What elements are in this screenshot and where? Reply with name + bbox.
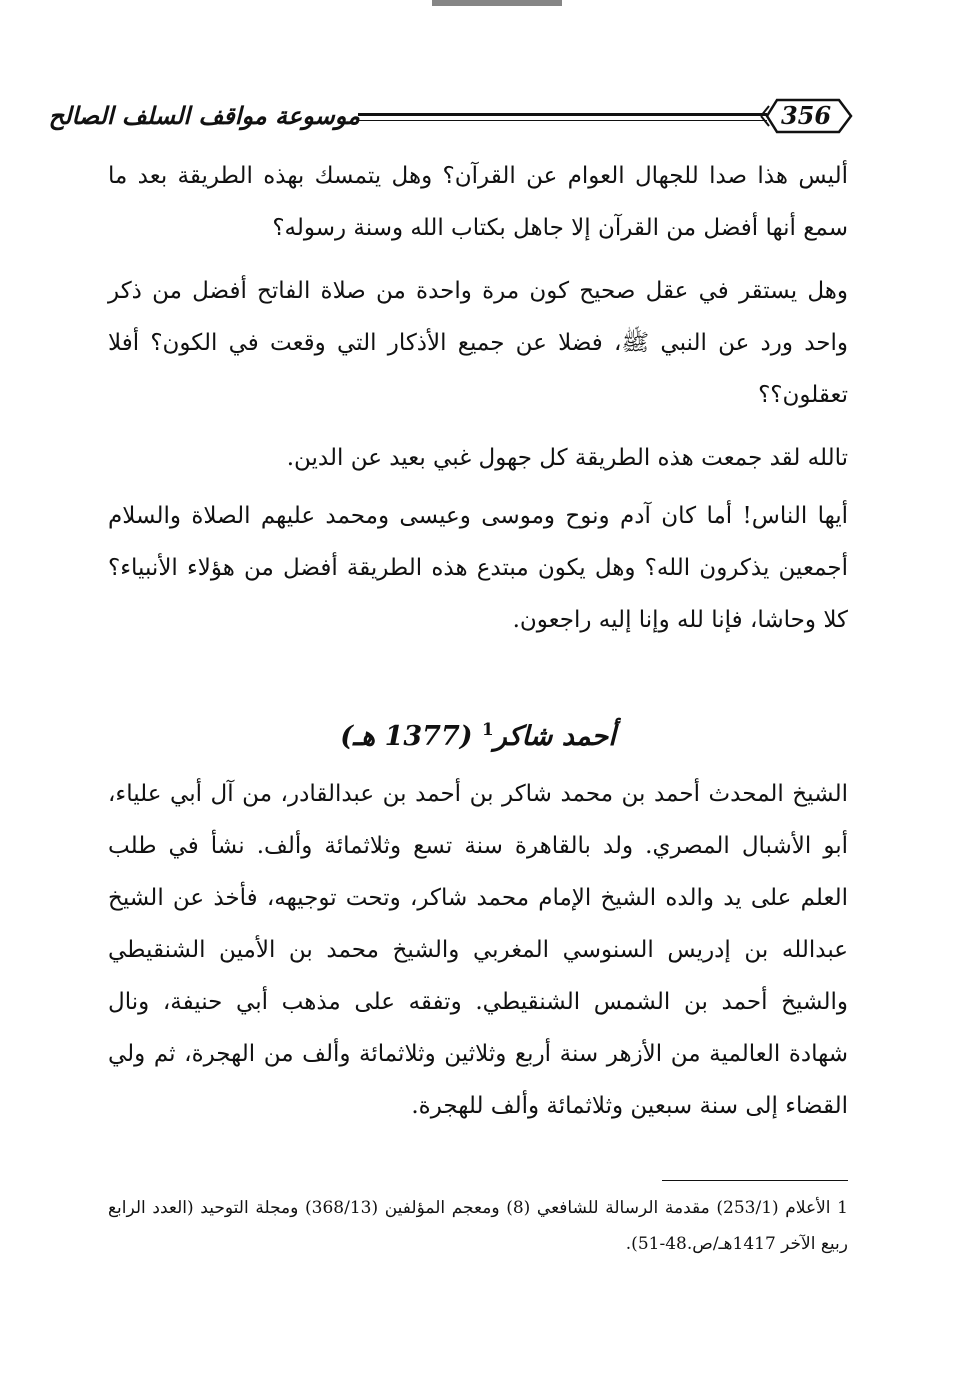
section-name: أحمد شاكر — [493, 721, 616, 752]
series-title: موسوعة مواقف السلف الصالح — [48, 102, 360, 130]
page-header — [48, 96, 855, 142]
paragraph-4: أيها الناس! أما كان آدم ونوح وموسى وعيسى ومحمد عليهم الصلاة والسلام أجمعين يذكرون الله؟ وهل يكون مبتدع هذه الطريقة أفضل من هؤلاء الأنبياء؟ كلا وحاشا، فإنا لله وإنا إليه راجعون. — [108, 503, 848, 633]
footnote-ref: 1 — [481, 720, 494, 740]
section-year: (1377 هـ) — [340, 721, 473, 752]
paragraph-3: تالله لقد جمعت هذه الطريقة كل جهول غبي بعيد عن الدين. — [286, 445, 848, 471]
paragraph-2: وهل يستقر في عقل صحيح كون مرة واحدة من صلاة الفاتح أفضل من ذكر واحد ورد عن النبي ﷺ، فضلا عن جميع الأذكار التي وقعت في الكون؟ أفلا تعقلون؟؟ — [108, 278, 848, 408]
header-rule — [358, 113, 767, 121]
section-heading — [108, 700, 848, 760]
page-number: 356 — [780, 101, 832, 130]
biography-paragraph: الشيخ المحدث أحمد بن محمد شاكر بن أحمد بن عبدالقادر، من آل أبي علياء، أبو الأشبال المصري. ولد بالقاهرة سنة تسع وثلاثمائة وألف. نشأ في طلب العلم على يد والده الشيخ الإمام محمد شاكر، وتحت توجيهه، فأخذ عن الشيخ عبدالله بن إدريس السنوسي المغربي والشيخ محمد بن الأمين الشنقيطي والشيخ أحمد بن الشمس الشنقيطي. وتفقه على مذهب أبي حنيفة، ونال شهادة العالمية من الأزهر سنة أربع وثلاثين وثلاثمائة وألف من الهجرة، ثم ولي القضاء إلى سنة سبعين وثلاثمائة وألف للهجرة. — [108, 781, 848, 1119]
footnote: 1 الأعلام (253/1) مقدمة الرسالة للشافعي (8) ومعجم المؤلفين (368/13) ومجلة التوحيد (العدد الرابع ربيع الآخر 1417هـ/ص.48-51). — [108, 1198, 848, 1254]
top-scan-mark — [432, 0, 562, 6]
paragraph-1: أليس هذا صدا للجهال العوام عن القرآن؟ وهل يتمسك بهذه الطريقة بعد ما سمع أنها أفضل من القرآن إلا جاهل بكتاب الله وسنة رسوله؟ — [108, 163, 848, 241]
footnote-divider — [662, 1180, 848, 1181]
